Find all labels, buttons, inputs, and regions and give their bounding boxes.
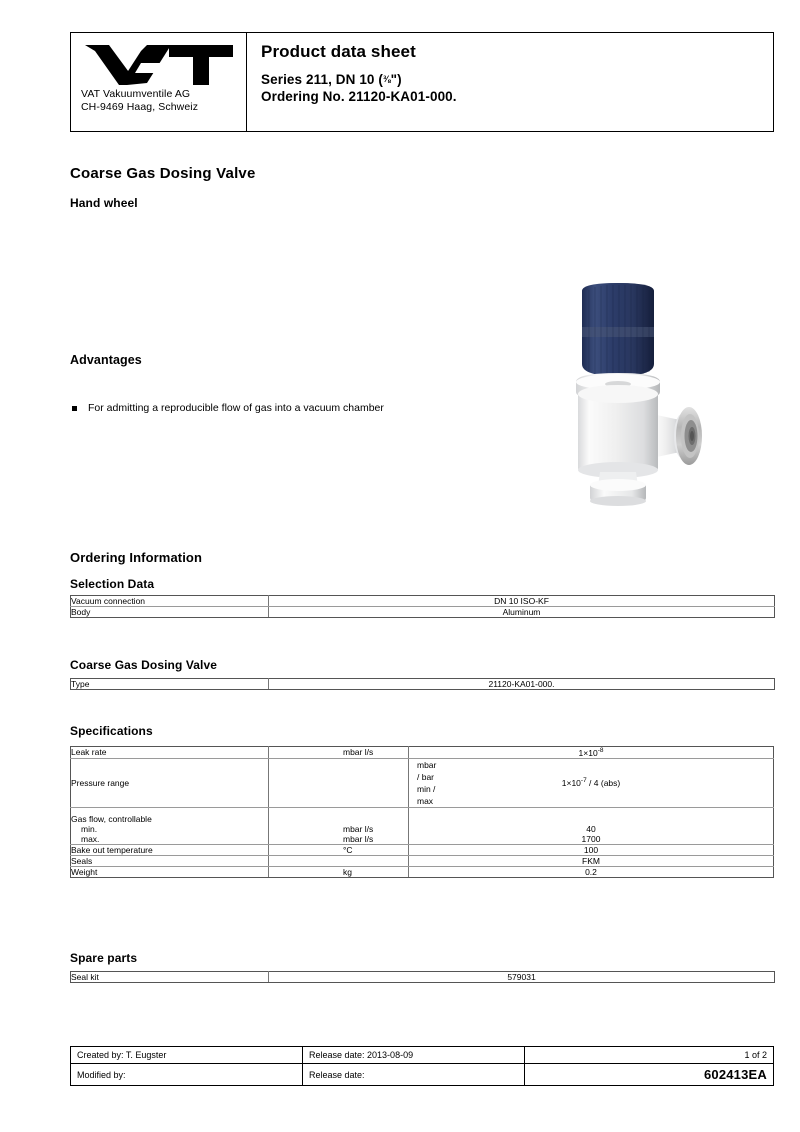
advantages-heading: Advantages — [70, 353, 142, 367]
row-label: Pressure range — [71, 758, 269, 807]
company-address: CH-9469 Haag, Schweiz — [81, 101, 199, 113]
row-unit — [269, 807, 409, 824]
table-row — [71, 844, 774, 855]
row-unit — [269, 866, 409, 877]
footer-row — [71, 1047, 774, 1064]
page-number: 1 of 2 — [525, 1047, 774, 1064]
header-title-cell — [247, 33, 773, 131]
valve-section-heading: Coarse Gas Dosing Valve — [70, 658, 218, 672]
row-label: Body — [71, 607, 269, 618]
value-tail: / 4 (abs) — [586, 778, 621, 789]
table-row — [71, 607, 775, 618]
row-label: Seal kit — [71, 972, 269, 983]
row-unit — [269, 747, 409, 759]
row-label: Type — [71, 679, 269, 690]
series-prefix: Series 211, DN 10 ( — [261, 72, 383, 87]
header-ordering-line: Ordering No. 21120-KA01-000. — [261, 88, 457, 104]
table-row — [71, 758, 774, 807]
row-value: 40 — [409, 824, 774, 834]
row-label: min. — [71, 824, 269, 834]
value-exponent: -8 — [597, 747, 604, 754]
selection-data-heading: Selection Data — [70, 577, 155, 591]
created-by: Created by: T. Eugster — [71, 1047, 303, 1064]
value-exponent: -7 — [580, 777, 587, 785]
row-label: Weight — [71, 866, 269, 877]
row-unit — [269, 834, 409, 845]
coarse-gas-dosing-valve-photo — [556, 272, 726, 507]
unit-line-2: min / max — [417, 783, 436, 806]
unit-text — [343, 759, 436, 807]
spare-parts-table — [70, 971, 775, 983]
table-row — [71, 972, 775, 983]
spare-parts-heading: Spare parts — [70, 951, 138, 965]
value-base: 1×10 — [561, 778, 581, 789]
ordering-information-heading: Ordering Information — [70, 550, 202, 565]
table-row — [71, 855, 774, 866]
page-subtitle: Hand wheel — [70, 196, 138, 210]
document-header — [70, 32, 774, 132]
footer-row — [71, 1064, 774, 1086]
row-value: FKM — [409, 855, 774, 866]
row-value: Aluminum — [269, 607, 775, 618]
modified-by: Modified by: — [71, 1064, 303, 1086]
specifications-table — [70, 746, 774, 878]
row-value: 1700 — [409, 834, 774, 845]
document-footer — [70, 1046, 774, 1086]
row-label: Leak rate — [71, 747, 269, 759]
header-logo-cell — [71, 33, 247, 131]
selection-data-table — [70, 595, 775, 618]
series-fraction: ⅜ — [382, 74, 391, 84]
row-value — [409, 758, 774, 807]
row-value: 21120-KA01-000. — [269, 679, 775, 690]
unit-line-1: mbar / bar — [417, 759, 437, 782]
row-label: Gas flow, controllable — [71, 807, 269, 824]
header-series-line — [261, 71, 773, 89]
unit-text: kg — [343, 866, 352, 877]
row-label: Seals — [71, 855, 269, 866]
valve-type-table — [70, 678, 775, 690]
company-name: VAT Vakuumventile AG — [81, 88, 191, 100]
unit-text: °C — [343, 844, 353, 855]
release-date-1: Release date: 2013-08-09 — [303, 1047, 525, 1064]
advantage-text: For admitting a reproducible flow of gas into a vacuum chamber — [88, 402, 384, 414]
table-row — [71, 807, 774, 824]
document-number: 602413EA — [525, 1064, 774, 1086]
unit-text: mbar l/s — [343, 747, 374, 758]
header-title: Product data sheet — [261, 42, 416, 61]
row-label: max. — [71, 834, 269, 845]
unit-text: mbar l/s — [343, 823, 374, 834]
row-label: Bake out temperature — [71, 844, 269, 855]
release-date-2: Release date: — [303, 1064, 525, 1086]
row-label: Vacuum connection — [71, 596, 269, 607]
value-base: 1×10 — [578, 747, 598, 758]
row-value: DN 10 ISO-KF — [269, 596, 775, 607]
page-title: Coarse Gas Dosing Valve — [70, 165, 256, 182]
specifications-heading: Specifications — [70, 724, 153, 738]
table-row — [71, 834, 774, 845]
unit-text: mbar l/s — [343, 833, 374, 844]
table-row — [71, 824, 774, 834]
list-item — [70, 401, 530, 415]
series-suffix: ") — [390, 72, 402, 87]
table-row — [71, 866, 774, 877]
row-value: 0.2 — [409, 866, 774, 877]
advantages-list — [70, 401, 530, 415]
row-value: 579031 — [269, 972, 775, 983]
vat-logo-icon — [83, 41, 235, 85]
row-value — [409, 807, 774, 824]
row-unit — [269, 844, 409, 855]
row-unit — [269, 824, 409, 834]
table-row — [71, 679, 775, 690]
row-unit — [269, 855, 409, 866]
row-unit — [269, 758, 437, 807]
table-row — [71, 596, 775, 607]
row-value — [409, 747, 774, 759]
square-bullet-icon — [72, 406, 77, 411]
table-row — [71, 747, 774, 759]
row-value: 100 — [409, 844, 774, 855]
